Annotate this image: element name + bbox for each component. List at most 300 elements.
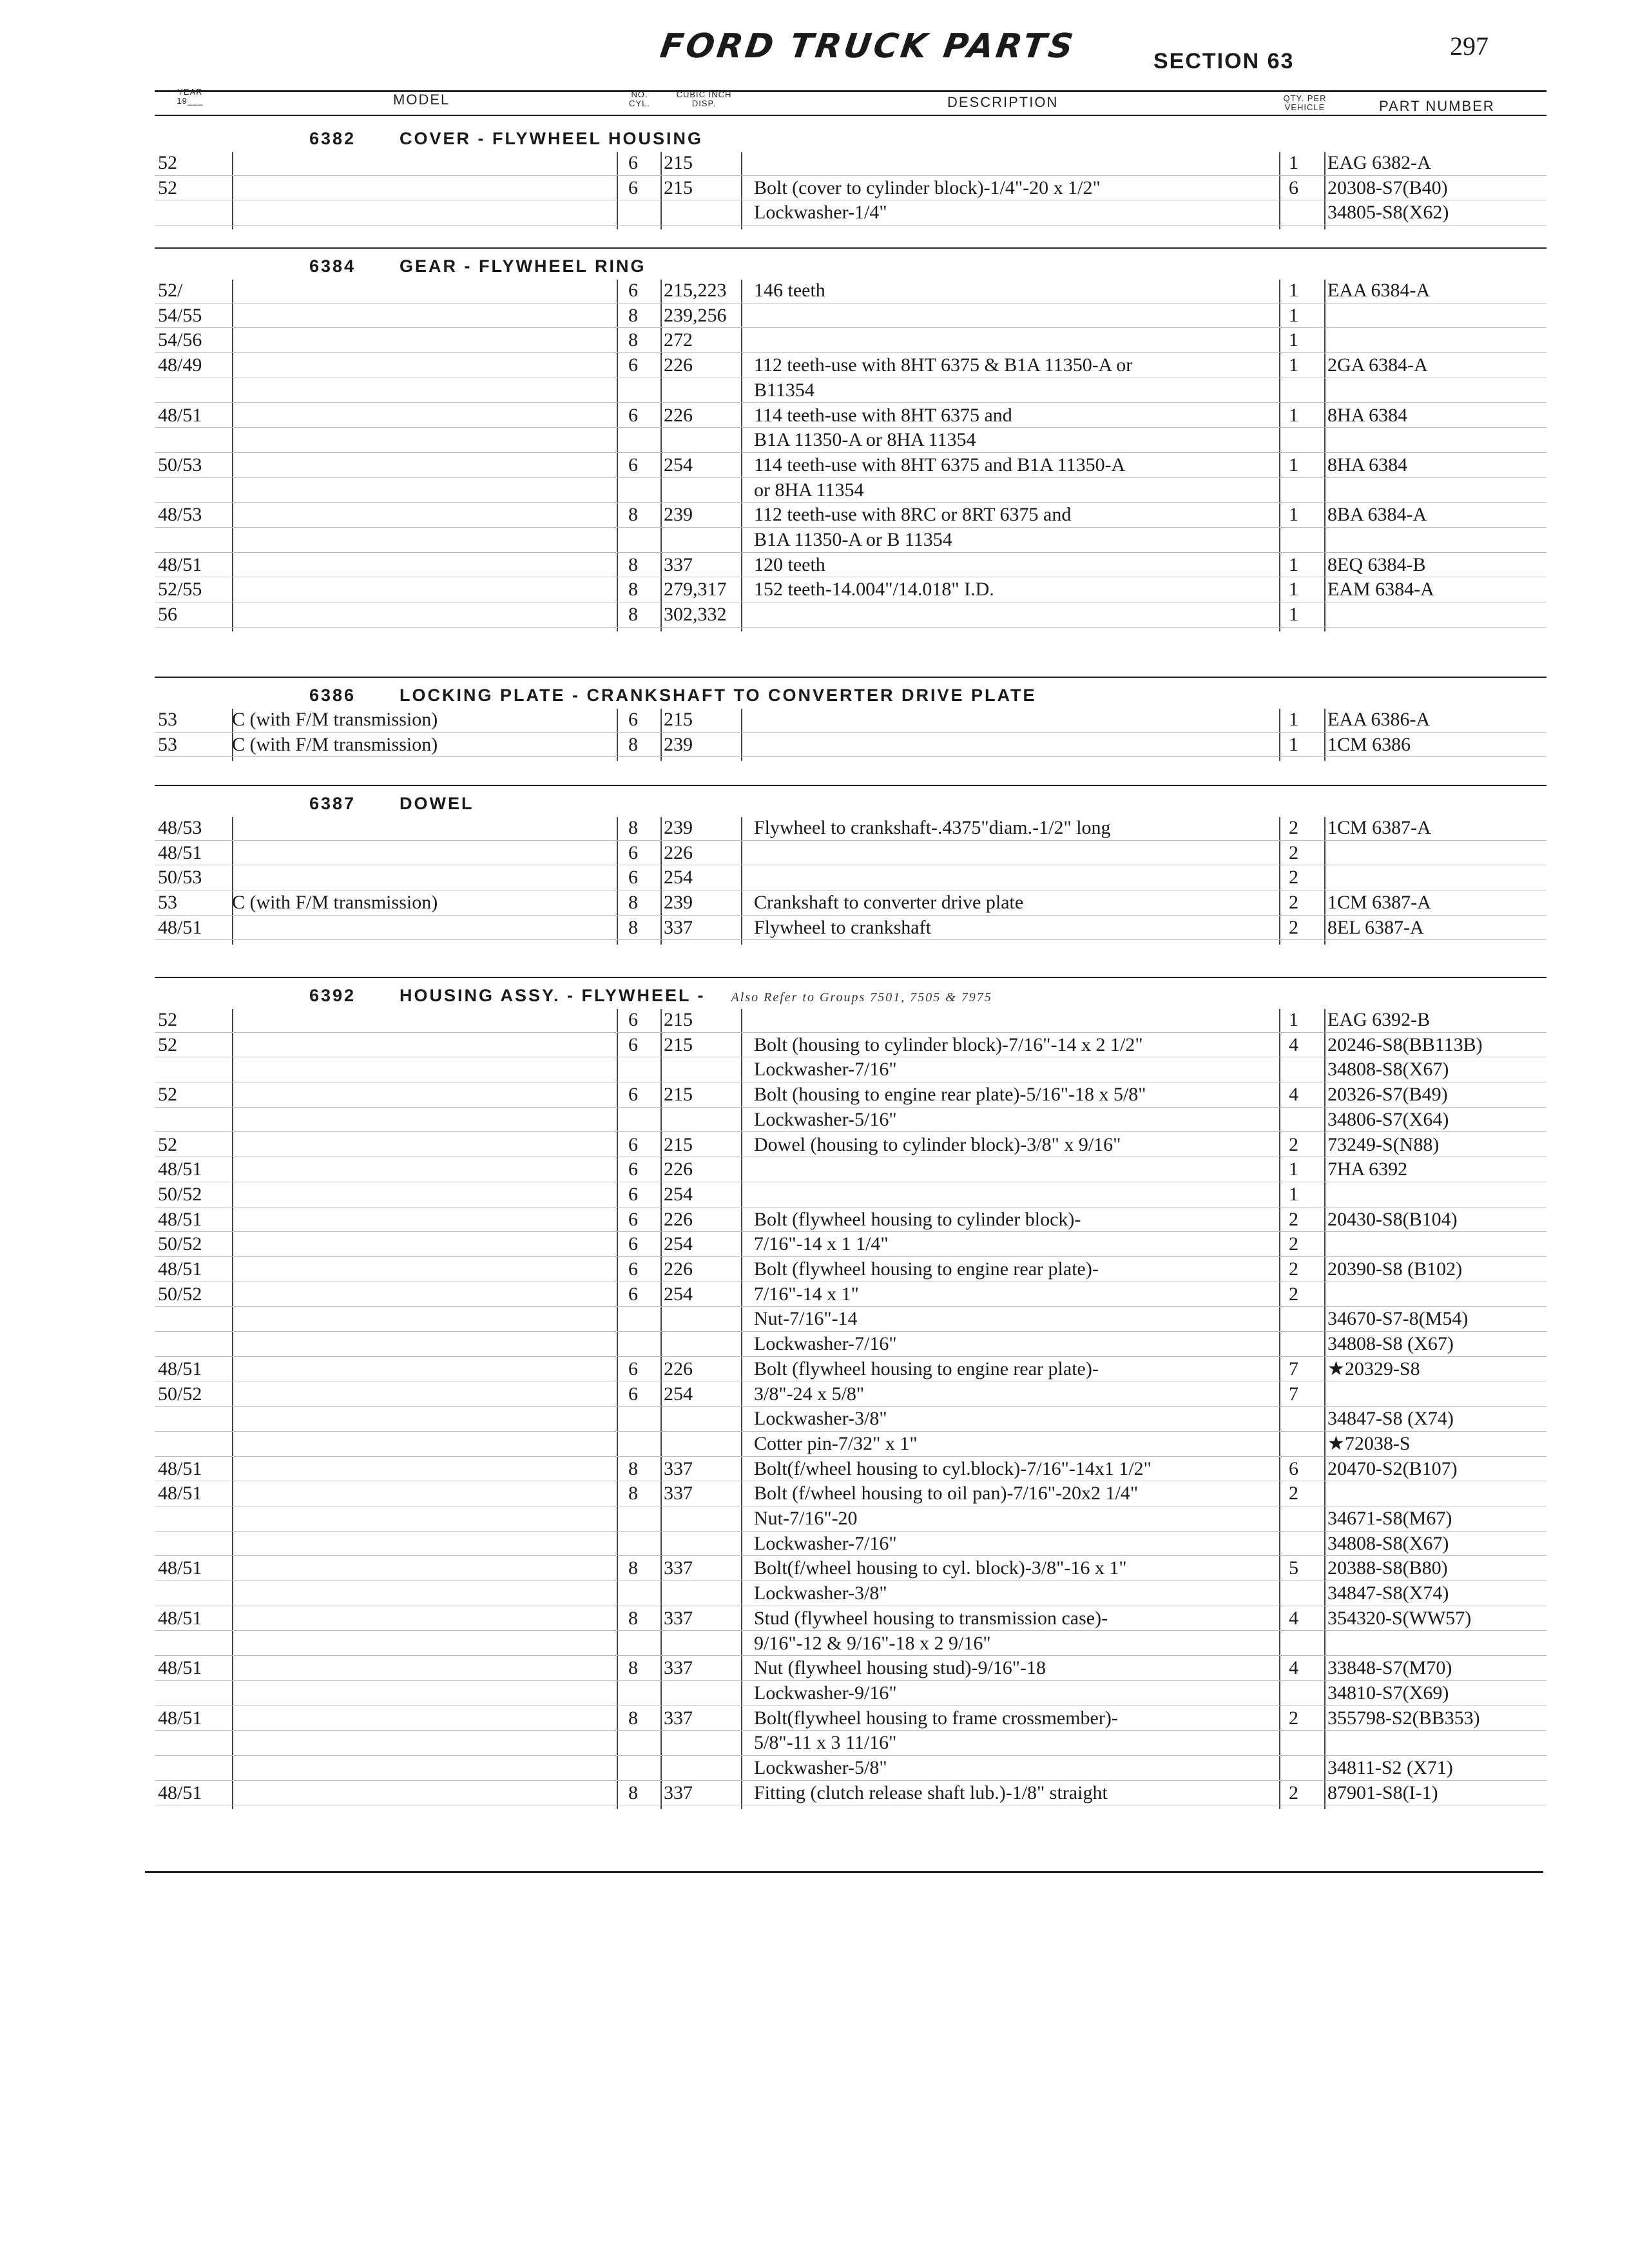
quantity-cell: 1 — [1289, 152, 1298, 173]
section-number: 6386 — [309, 686, 356, 705]
displacement-cell: 215,223 — [664, 280, 727, 301]
part-number-cell: 34808-S8 (X67) — [1327, 1333, 1454, 1355]
part-number-cell: 8EL 6387-A — [1327, 916, 1424, 938]
displacement-cell: 215 — [664, 1009, 693, 1030]
displacement-cell: 215 — [664, 152, 693, 173]
description-cell: Bolt(flywheel housing to frame crossmember)- — [754, 1707, 1118, 1729]
cylinders-cell: 6 — [628, 1233, 638, 1255]
cylinders-cell: 6 — [628, 1208, 638, 1230]
year-cell: 48/53 — [158, 504, 202, 526]
cylinders-cell: 8 — [628, 1457, 638, 1479]
displacement-cell: 226 — [664, 404, 693, 426]
displacement-cell: 215 — [664, 1084, 693, 1106]
cylinders-cell: 6 — [628, 280, 638, 301]
description-cell: Crankshaft to converter drive plate — [754, 892, 1024, 914]
quantity-cell: 1 — [1289, 354, 1298, 376]
section-heading — [309, 986, 992, 1006]
col-year: YEAR 19___ — [177, 87, 204, 106]
part-number-cell: ★20329-S8 — [1327, 1358, 1420, 1379]
model-cell: C (with F/M transmission) — [232, 709, 438, 730]
year-cell: 50/52 — [158, 1383, 202, 1405]
part-number-cell: 33848-S7(M70) — [1327, 1657, 1452, 1679]
table-row — [0, 504, 1629, 529]
table-row — [0, 1458, 1629, 1483]
cylinders-cell: 6 — [628, 1383, 638, 1405]
quantity-cell: 5 — [1289, 1557, 1298, 1579]
year-cell: 48/51 — [158, 1782, 202, 1803]
section-title: LOCKING PLATE - CRANKSHAFT TO CONVERTER DRIVE PLATE — [400, 686, 1037, 705]
description-cell: Lockwasher-5/8" — [754, 1757, 887, 1778]
year-cell: 52/ — [158, 280, 183, 301]
table-row — [0, 479, 1629, 505]
description-cell: Dowel (housing to cylinder block)-3/8" x 9/16" — [754, 1133, 1121, 1155]
table-row — [0, 152, 1629, 177]
description-cell: Nut (flywheel housing stud)-9/16"-18 — [754, 1657, 1046, 1679]
row-underline — [155, 1356, 1547, 1357]
quantity-cell: 1 — [1289, 1183, 1298, 1205]
row-underline — [155, 1256, 1547, 1257]
row-underline — [155, 1680, 1547, 1681]
table-row — [0, 354, 1629, 380]
table-row — [0, 329, 1629, 354]
cylinders-cell: 8 — [628, 329, 638, 351]
row-underline — [155, 1306, 1547, 1307]
section-number: 6384 — [309, 256, 356, 276]
quantity-cell: 1 — [1289, 709, 1298, 730]
table-row — [0, 867, 1629, 892]
quantity-cell: 2 — [1289, 1258, 1298, 1280]
row-underline — [155, 1780, 1547, 1781]
year-cell: 52 — [158, 1009, 177, 1030]
part-number-cell: EAG 6392-B — [1327, 1009, 1431, 1030]
model-cell: C (with F/M transmission) — [232, 892, 438, 914]
part-number-cell: EAM 6384-A — [1327, 579, 1434, 601]
part-number-cell: 34670-S7-8(M54) — [1327, 1308, 1469, 1330]
displacement-cell: 302,332 — [664, 604, 727, 626]
quantity-cell: 7 — [1289, 1358, 1298, 1379]
year-cell: 52 — [158, 152, 177, 173]
header-underline — [155, 115, 1547, 116]
description-cell: 146 teeth — [754, 280, 825, 301]
cylinders-cell: 8 — [628, 1657, 638, 1679]
row-underline — [155, 1630, 1547, 1631]
description-cell: Flywheel to crankshaft-.4375"diam.-1/2" long — [754, 817, 1111, 838]
displacement-cell: 254 — [664, 454, 693, 476]
displacement-cell: 337 — [664, 916, 693, 938]
quantity-cell: 4 — [1289, 1657, 1298, 1679]
model-cell: C (with F/M transmission) — [232, 733, 438, 755]
section-heading — [309, 256, 646, 276]
col-disp: CUBIC INCH DISP. — [676, 90, 732, 108]
table-row — [0, 429, 1629, 454]
table-row — [0, 1433, 1629, 1458]
year-cell: 53 — [158, 892, 177, 914]
part-number-cell: 87901-S8(I-1) — [1327, 1782, 1438, 1803]
year-cell: 48/51 — [158, 404, 202, 426]
section-note: Also Refer to Groups 7501, 7505 & 7975 — [731, 990, 992, 1004]
part-number-cell: EAG 6382-A — [1327, 152, 1431, 173]
year-cell: 52/55 — [158, 579, 202, 601]
row-underline — [155, 1730, 1547, 1731]
description-cell: Fitting (clutch release shaft lub.)-1/8" straight — [754, 1782, 1108, 1803]
part-number-cell: 8EQ 6384-B — [1327, 553, 1426, 575]
quantity-cell: 1 — [1289, 1158, 1298, 1180]
displacement-cell: 226 — [664, 1258, 693, 1280]
quantity-cell: 1 — [1289, 604, 1298, 626]
part-number-cell: 34847-S8 (X74) — [1327, 1408, 1454, 1430]
displacement-cell: 254 — [664, 1183, 693, 1205]
row-underline — [155, 1456, 1547, 1457]
cylinders-cell: 6 — [628, 354, 638, 376]
description-cell: Flywheel to crankshaft — [754, 916, 931, 938]
row-underline — [155, 1131, 1547, 1132]
displacement-cell: 239 — [664, 817, 693, 838]
quantity-cell: 2 — [1289, 1782, 1298, 1803]
displacement-cell: 239,256 — [664, 304, 727, 326]
description-cell: Bolt (cover to cylinder block)-1/4"-20 x 1/2" — [754, 177, 1101, 198]
description-cell: Lockwasher-3/8" — [754, 1582, 887, 1604]
displacement-cell: 254 — [664, 1283, 693, 1305]
section-number: 6387 — [309, 794, 356, 813]
description-cell: Cotter pin-7/32" x 1" — [754, 1432, 918, 1454]
table-row — [0, 1408, 1629, 1433]
description-cell: Lockwasher-7/16" — [754, 1333, 897, 1355]
section-number: 6392 — [309, 986, 356, 1005]
table-row — [0, 380, 1629, 405]
year-cell: 54/56 — [158, 329, 202, 351]
section-heading — [309, 686, 1037, 706]
description-cell: 114 teeth-use with 8HT 6375 and — [754, 404, 1012, 426]
cylinders-cell: 6 — [628, 841, 638, 863]
section-heading — [309, 129, 703, 149]
quantity-cell: 1 — [1289, 280, 1298, 301]
quantity-cell: 2 — [1289, 1707, 1298, 1729]
row-underline — [155, 1331, 1547, 1332]
year-cell: 52 — [158, 1033, 177, 1055]
part-number-cell: ★72038-S — [1327, 1432, 1411, 1454]
table-row — [0, 280, 1629, 305]
cylinders-cell: 6 — [628, 1183, 638, 1205]
displacement-cell: 226 — [664, 1358, 693, 1379]
table-row — [0, 1134, 1629, 1159]
row-underline — [155, 1555, 1547, 1556]
table-row — [0, 709, 1629, 734]
displacement-cell: 226 — [664, 841, 693, 863]
year-cell: 48/51 — [158, 1158, 202, 1180]
year-cell: 52 — [158, 177, 177, 198]
quantity-cell: 2 — [1289, 867, 1298, 889]
displacement-cell: 272 — [664, 329, 693, 351]
table-row — [0, 917, 1629, 942]
quantity-cell: 2 — [1289, 1208, 1298, 1230]
year-cell: 48/49 — [158, 354, 202, 376]
cylinders-cell: 8 — [628, 1557, 638, 1579]
table-row — [0, 1109, 1629, 1134]
displacement-cell: 337 — [664, 1782, 693, 1803]
description-cell: Lockwasher-9/16" — [754, 1682, 897, 1704]
row-underline — [155, 1406, 1547, 1407]
col-model: MODEL — [393, 91, 450, 108]
section-title: DOWEL — [400, 794, 474, 813]
header-rule — [155, 90, 1547, 92]
part-number-cell: 34808-S8(X67) — [1327, 1059, 1449, 1081]
year-cell: 50/52 — [158, 1283, 202, 1305]
table-row — [0, 1009, 1629, 1034]
year-cell: 48/51 — [158, 1208, 202, 1230]
displacement-cell: 337 — [664, 1607, 693, 1629]
description-cell: Bolt (flywheel housing to engine rear plate)- — [754, 1258, 1099, 1280]
description-cell: Bolt(f/wheel housing to cyl. block)-3/8"-16 x 1" — [754, 1557, 1127, 1579]
quantity-cell: 2 — [1289, 916, 1298, 938]
row-underline — [155, 1655, 1547, 1656]
quantity-cell: 1 — [1289, 553, 1298, 575]
part-number-cell: 1CM 6387-A — [1327, 892, 1431, 914]
quantity-cell: 4 — [1289, 1607, 1298, 1629]
table-row — [0, 305, 1629, 330]
table-row — [0, 579, 1629, 604]
year-cell: 53 — [158, 709, 177, 730]
description-cell: Bolt (f/wheel housing to oil pan)-7/16"-20x2 1/4" — [754, 1483, 1139, 1504]
description-cell: or 8HA 11354 — [754, 479, 864, 501]
displacement-cell: 254 — [664, 867, 693, 889]
description-cell: 152 teeth-14.004"/14.018" I.D. — [754, 579, 994, 601]
description-cell: Lockwasher-1/4" — [754, 202, 887, 224]
cylinders-cell: 6 — [628, 404, 638, 426]
row-underline — [155, 732, 1547, 733]
part-number-cell: 2GA 6384-A — [1327, 354, 1428, 376]
description-cell: Bolt (flywheel housing to cylinder block)- — [754, 1208, 1081, 1230]
quantity-cell: 2 — [1289, 1133, 1298, 1155]
year-cell: 48/51 — [158, 1707, 202, 1729]
description-cell: Lockwasher-5/16" — [754, 1108, 897, 1130]
part-number-cell: 20430-S8(B104) — [1327, 1208, 1458, 1230]
description-cell: Bolt(f/wheel housing to cyl.block)-7/16"-14x1 1/2" — [754, 1457, 1152, 1479]
section-heading — [309, 794, 474, 814]
cylinders-cell: 8 — [628, 916, 638, 938]
row-underline — [155, 477, 1547, 478]
part-number-cell: 34811-S2 (X71) — [1327, 1757, 1453, 1778]
cylinders-cell: 6 — [628, 177, 638, 198]
table-row — [0, 1034, 1629, 1059]
cylinders-cell: 6 — [628, 1283, 638, 1305]
description-cell: Nut-7/16"-14 — [754, 1308, 858, 1330]
quantity-cell: 2 — [1289, 892, 1298, 914]
part-number-cell: 355798-S2(BB353) — [1327, 1707, 1480, 1729]
table-row — [0, 1059, 1629, 1084]
row-underline — [155, 1231, 1547, 1232]
year-cell: 48/51 — [158, 1483, 202, 1504]
table-row — [0, 1308, 1629, 1333]
row-underline — [155, 1032, 1547, 1033]
displacement-cell: 239 — [664, 892, 693, 914]
part-number-cell: EAA 6384-A — [1327, 280, 1431, 301]
displacement-cell: 254 — [664, 1233, 693, 1255]
part-number-cell: 20388-S8(B80) — [1327, 1557, 1448, 1579]
year-cell: 48/51 — [158, 1607, 202, 1629]
page-number: 297 — [1450, 32, 1489, 61]
year-cell: 48/51 — [158, 1258, 202, 1280]
part-number-cell: 1CM 6387-A — [1327, 817, 1431, 838]
part-number-cell: 20326-S7(B49) — [1327, 1084, 1448, 1106]
displacement-cell: 215 — [664, 1133, 693, 1155]
description-cell: 112 teeth-use with 8HT 6375 & B1A 11350-A or — [754, 354, 1133, 376]
cylinders-cell: 8 — [628, 733, 638, 755]
row-underline — [155, 402, 1547, 403]
quantity-cell: 2 — [1289, 1483, 1298, 1504]
quantity-cell: 2 — [1289, 1283, 1298, 1305]
col-cyl: NO. CYL. — [629, 90, 650, 108]
table-row — [0, 1158, 1629, 1184]
year-cell: 50/53 — [158, 867, 202, 889]
description-cell: 112 teeth-use with 8RC or 8RT 6375 and — [754, 504, 1072, 526]
table-row — [0, 892, 1629, 917]
cylinders-cell: 8 — [628, 1607, 638, 1629]
table-row — [0, 1782, 1629, 1807]
displacement-cell: 226 — [664, 1208, 693, 1230]
cylinders-cell: 8 — [628, 817, 638, 838]
cylinders-cell: 8 — [628, 604, 638, 626]
col-qty: QTY. PER VEHICLE — [1283, 93, 1327, 112]
row-underline — [155, 939, 1547, 940]
quantity-cell: 2 — [1289, 841, 1298, 863]
table-row — [0, 1533, 1629, 1558]
description-cell: Lockwasher-7/16" — [754, 1059, 897, 1081]
displacement-cell: 215 — [664, 177, 693, 198]
table-row — [0, 1358, 1629, 1383]
quantity-cell: 6 — [1289, 177, 1298, 198]
row-underline — [155, 756, 1547, 757]
table-row — [0, 554, 1629, 579]
table-row — [0, 529, 1629, 554]
quantity-cell: 4 — [1289, 1033, 1298, 1055]
table-row — [0, 1582, 1629, 1608]
displacement-cell: 239 — [664, 733, 693, 755]
part-number-cell: 1CM 6386 — [1327, 733, 1411, 755]
quantity-cell: 1 — [1289, 329, 1298, 351]
row-underline — [155, 915, 1547, 916]
table-row — [0, 405, 1629, 430]
section-number: 6382 — [309, 129, 356, 148]
cylinders-cell: 8 — [628, 504, 638, 526]
table-row — [0, 1383, 1629, 1408]
year-cell: 48/51 — [158, 553, 202, 575]
displacement-cell: 337 — [664, 553, 693, 575]
displacement-cell: 254 — [664, 1383, 693, 1405]
description-cell: Bolt (housing to engine rear plate)-5/16"-18 x 5/8" — [754, 1084, 1146, 1106]
description-cell: 120 teeth — [754, 553, 825, 575]
table-row — [0, 734, 1629, 759]
row-underline — [155, 1107, 1547, 1108]
quantity-cell: 1 — [1289, 504, 1298, 526]
cylinders-cell: 8 — [628, 304, 638, 326]
table-row — [0, 202, 1629, 227]
cylinders-cell: 8 — [628, 1782, 638, 1803]
part-number-cell: 34671-S8(M67) — [1327, 1508, 1452, 1529]
year-cell: 48/51 — [158, 1557, 202, 1579]
table-row — [0, 454, 1629, 479]
section-rule — [155, 977, 1547, 978]
cylinders-cell: 8 — [628, 553, 638, 575]
cylinders-cell: 8 — [628, 1707, 638, 1729]
description-cell: Bolt (housing to cylinder block)-7/16"-14 x 2 1/2" — [754, 1033, 1143, 1055]
displacement-cell: 279,317 — [664, 579, 727, 601]
row-underline — [155, 627, 1547, 628]
part-number-cell: 354320-S(WW57) — [1327, 1607, 1472, 1629]
quantity-cell: 7 — [1289, 1383, 1298, 1405]
year-cell: 53 — [158, 733, 177, 755]
cylinders-cell: 6 — [628, 152, 638, 173]
quantity-cell: 1 — [1289, 1009, 1298, 1030]
year-cell: 52 — [158, 1084, 177, 1106]
part-number-cell: 20470-S2(B107) — [1327, 1457, 1458, 1479]
section-rule — [155, 785, 1547, 786]
row-underline — [155, 175, 1547, 176]
description-cell: Stud (flywheel housing to transmission case)- — [754, 1607, 1108, 1629]
description-cell: Lockwasher-3/8" — [754, 1408, 887, 1430]
description-cell: 9/16"-12 & 9/16"-18 x 2 9/16" — [754, 1632, 991, 1654]
description-cell: 7/16"-14 x 1" — [754, 1283, 859, 1305]
row-underline — [155, 327, 1547, 328]
displacement-cell: 226 — [664, 1158, 693, 1180]
cylinders-cell: 6 — [628, 1258, 638, 1280]
displacement-cell: 337 — [664, 1457, 693, 1479]
row-underline — [155, 427, 1547, 428]
part-number-cell: 8HA 6384 — [1327, 404, 1408, 426]
bottom-rule — [145, 1871, 1543, 1873]
year-cell: 48/51 — [158, 1657, 202, 1679]
table-row — [0, 1657, 1629, 1682]
cylinders-cell: 6 — [628, 709, 638, 730]
section-label: SECTION 63 — [1153, 49, 1295, 73]
quantity-cell: 2 — [1289, 1233, 1298, 1255]
table-row — [0, 1233, 1629, 1258]
cylinders-cell: 8 — [628, 892, 638, 914]
cylinders-cell: 6 — [628, 1158, 638, 1180]
cylinders-cell: 6 — [628, 1133, 638, 1155]
description-cell: 5/8"-11 x 3 11/16" — [754, 1732, 897, 1754]
displacement-cell: 337 — [664, 1557, 693, 1579]
quantity-cell: 2 — [1289, 817, 1298, 838]
part-number-cell: 34805-S8(X62) — [1327, 202, 1449, 224]
displacement-cell: 337 — [664, 1483, 693, 1504]
description-cell: Nut-7/16"-20 — [754, 1508, 858, 1529]
table-row — [0, 1483, 1629, 1508]
year-cell: 48/51 — [158, 916, 202, 938]
section-rule — [155, 677, 1547, 678]
col-description: DESCRIPTION — [947, 94, 1059, 110]
description-cell: Lockwasher-7/16" — [754, 1532, 897, 1554]
part-number-cell: 34810-S7(X69) — [1327, 1682, 1449, 1704]
displacement-cell: 337 — [664, 1707, 693, 1729]
row-underline — [155, 527, 1547, 528]
table-row — [0, 1258, 1629, 1283]
table-row — [0, 1757, 1629, 1782]
col-part-number: PART NUMBER — [1379, 98, 1495, 114]
quantity-cell: 4 — [1289, 1084, 1298, 1106]
year-cell: 50/52 — [158, 1233, 202, 1255]
part-number-cell: 7HA 6392 — [1327, 1158, 1408, 1180]
year-cell: 56 — [158, 604, 177, 626]
table-row — [0, 1732, 1629, 1757]
row-underline — [155, 552, 1547, 553]
section-title: HOUSING ASSY. - FLYWHEEL - — [400, 986, 706, 1005]
part-number-cell: 34847-S8(X74) — [1327, 1582, 1449, 1604]
table-row — [0, 177, 1629, 202]
description-cell: B1A 11350-A or 8HA 11354 — [754, 429, 976, 451]
part-number-cell: EAA 6386-A — [1327, 709, 1431, 730]
row-underline — [155, 352, 1547, 353]
cylinders-cell: 6 — [628, 867, 638, 889]
